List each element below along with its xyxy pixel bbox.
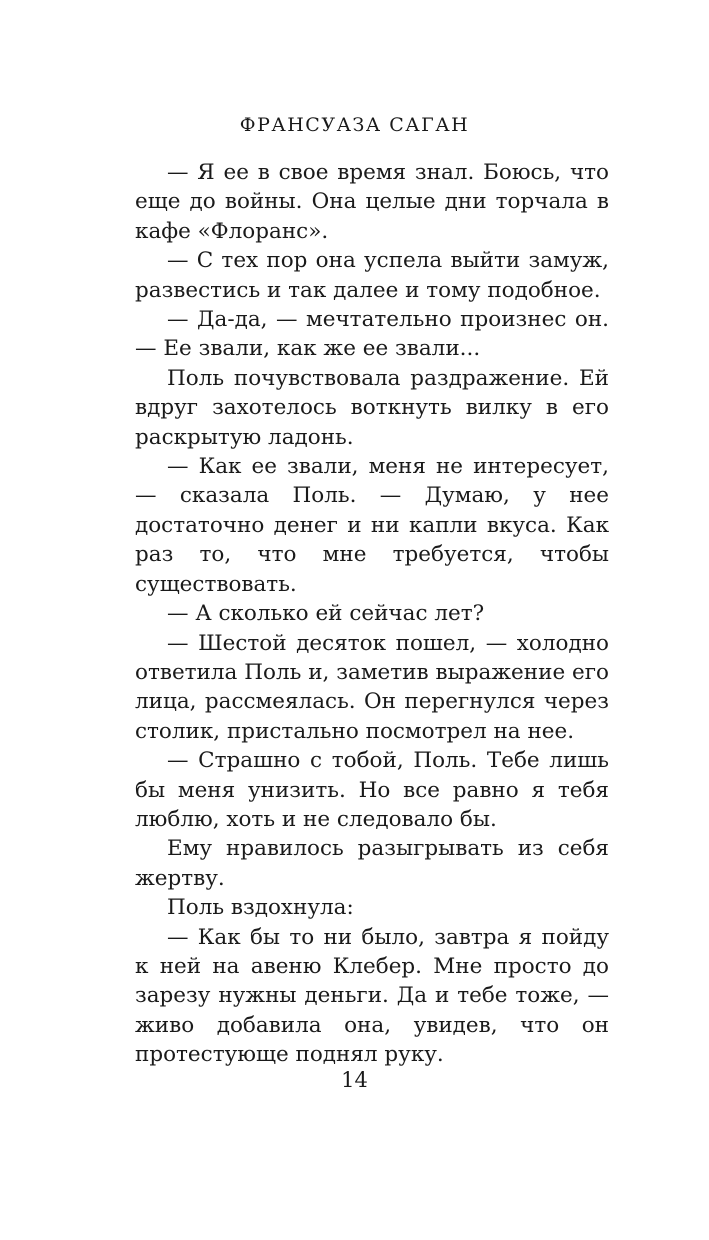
- paragraph: — Как бы то ни было, завтра я пойду к ней на авеню Клебер. Мне просто до зарезу нужны деньги. Да и тебе тоже, — живо добавила она, увидев, что он протестующе поднял руку.: [135, 924, 609, 1068]
- paragraph: — Да-да, — мечтательно произнес он. — Ее звали, как же ее звали...: [135, 307, 609, 362]
- paragraph: — С тех пор она успела выйти замуж, развестись и так далее и тому подобное.: [135, 248, 609, 303]
- paragraph: — Страшно с тобой, Поль. Тебе лишь бы меня унизить. Но все равно я тебя люблю, хоть и не следовало бы.: [135, 748, 609, 832]
- paragraph: — А сколько ей сейчас лет?: [167, 601, 485, 627]
- page-number: 14: [341, 1068, 368, 1092]
- page-text: [135, 158, 609, 1070]
- running-head-title: ФРАНСУАЗА САГАН: [239, 114, 470, 136]
- paragraph: Поль почувствовала раздражение. Ей вдруг захотелось воткнуть вилку в его раскрытую ладонь.: [135, 365, 609, 450]
- paragraph: — Шестой десяток пошел, — холодно ответила Поль и, заметив выражение его лица, рассмеялась. Он перегнулся через столик, пристально посмотрел на нее.: [135, 630, 609, 744]
- paragraph: — Я ее в свое время знал. Боюсь, что еще до войны. Она целые дни торчала в кафе «Флоранс».: [135, 160, 609, 244]
- paragraph: Ему нравилось разыгрывать из себя жертву.: [135, 836, 609, 891]
- paragraph: — Как ее звали, меня не интересует, — сказала Поль. — Думаю, у нее достаточно денег и ни капли вкуса. Как раз то, что мне требуется, чтобы существовать.: [135, 454, 609, 597]
- paragraph: Поль вздохнула:: [167, 895, 354, 921]
